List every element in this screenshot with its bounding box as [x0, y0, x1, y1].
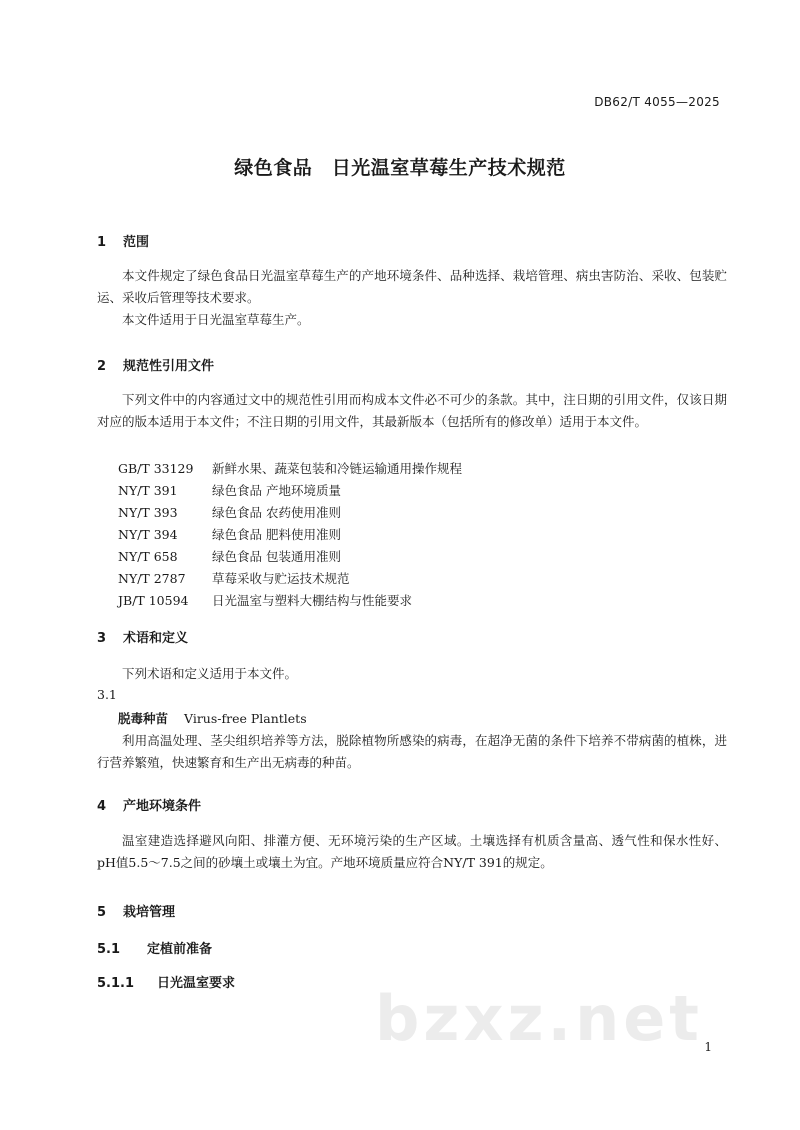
reference-item — [118, 569, 350, 587]
subsection-5-1-1-heading — [97, 972, 235, 991]
scope-applicability: 本文件适用于日光温室草莓生产。 — [122, 312, 310, 327]
term-definition: 利用高温处理、茎尖组织培养等方法，脱除植物所感染的病毒，在超净无菌的条件下培养不带病菌的植株，进行营养繁殖，快速繁育和生产出无病毒的种苗。 — [97, 733, 727, 770]
document-number: DB62/T 4055—2025 — [594, 95, 720, 109]
term-number: 3.1 — [97, 687, 117, 702]
reference-name: 绿色食品 包装通用准则 — [212, 549, 341, 564]
reference-name: 新鲜水果、蔬菜包装和冷链运输通用操作规程 — [212, 461, 463, 476]
terms-intro: 下列术语和定义适用于本文件。 — [122, 666, 298, 681]
section-2-heading — [97, 355, 214, 374]
reference-code: NY/T 394 — [118, 527, 178, 542]
section-number: 5 — [97, 905, 107, 920]
environment-paragraph: 温室建造选择避风向阳、排灌方便、无环境污染的生产区域。土壤选择有机质含量高、透气性和保水性好、pH值5.5～7.5之间的砂壤土或壤土为宜。产地环境质量应符合NY/T 391的规定。 — [97, 833, 727, 870]
subsection-title: 日光温室要求 — [157, 976, 236, 991]
section-title: 栽培管理 — [123, 905, 176, 920]
reference-item — [118, 503, 341, 521]
page-number: 1 — [704, 1040, 712, 1054]
reference-item — [118, 591, 412, 609]
subsection-number: 5.1 — [97, 942, 121, 957]
reference-item — [118, 547, 341, 565]
reference-name: 日光温室与塑料大棚结构与性能要求 — [212, 593, 413, 608]
section-number: 2 — [97, 359, 107, 374]
reference-code: JB/T 10594 — [118, 593, 189, 608]
term-english: Virus-free Plantlets — [184, 711, 307, 726]
section-title: 范围 — [123, 235, 150, 250]
section-4-heading — [97, 795, 201, 814]
watermark: bzxz.net — [375, 982, 703, 1055]
reference-item — [118, 525, 341, 543]
section-number: 1 — [97, 235, 107, 250]
section-number: 4 — [97, 799, 107, 814]
document-title: 绿色食品 日光温室草莓生产技术规范 — [234, 157, 566, 179]
reference-name: 绿色食品 产地环境质量 — [212, 483, 341, 498]
section-title: 术语和定义 — [123, 631, 189, 646]
section-title: 产地环境条件 — [123, 799, 202, 814]
term-chinese: 脱毒种苗 — [118, 711, 169, 726]
reference-code: NY/T 391 — [118, 483, 178, 498]
term-entry — [118, 709, 307, 727]
subsection-5-1-heading — [97, 938, 212, 957]
subsection-title: 定植前准备 — [147, 942, 213, 957]
reference-code: NY/T 393 — [118, 505, 178, 520]
references-intro: 下列文件中的内容通过文中的规范性引用而构成本文件必不可少的条款。其中，注日期的引用文件，仅该日期对应的版本适用于本文件；不注日期的引用文件，其最新版本（包括所有的修改单）适用于本文件。 — [97, 392, 727, 429]
section-number: 3 — [97, 631, 107, 646]
reference-name: 绿色食品 农药使用准则 — [212, 505, 341, 520]
reference-item — [118, 481, 341, 499]
reference-code: GB/T 33129 — [118, 461, 194, 476]
subsection-number: 5.1.1 — [97, 976, 135, 991]
scope-paragraph: 本文件规定了绿色食品日光温室草莓生产的产地环境条件、品种选择、栽培管理、病虫害防治、采收、包装贮运、采收后管理等技术要求。 — [97, 268, 727, 305]
section-1-heading — [97, 231, 149, 250]
section-3-heading — [97, 627, 188, 646]
reference-name: 绿色食品 肥料使用准则 — [212, 527, 341, 542]
reference-name: 草莓采收与贮运技术规范 — [212, 571, 350, 586]
section-title: 规范性引用文件 — [123, 359, 215, 374]
reference-item — [118, 459, 462, 477]
reference-code: NY/T 2787 — [118, 571, 186, 586]
reference-code: NY/T 658 — [118, 549, 178, 564]
section-5-heading — [97, 901, 175, 920]
